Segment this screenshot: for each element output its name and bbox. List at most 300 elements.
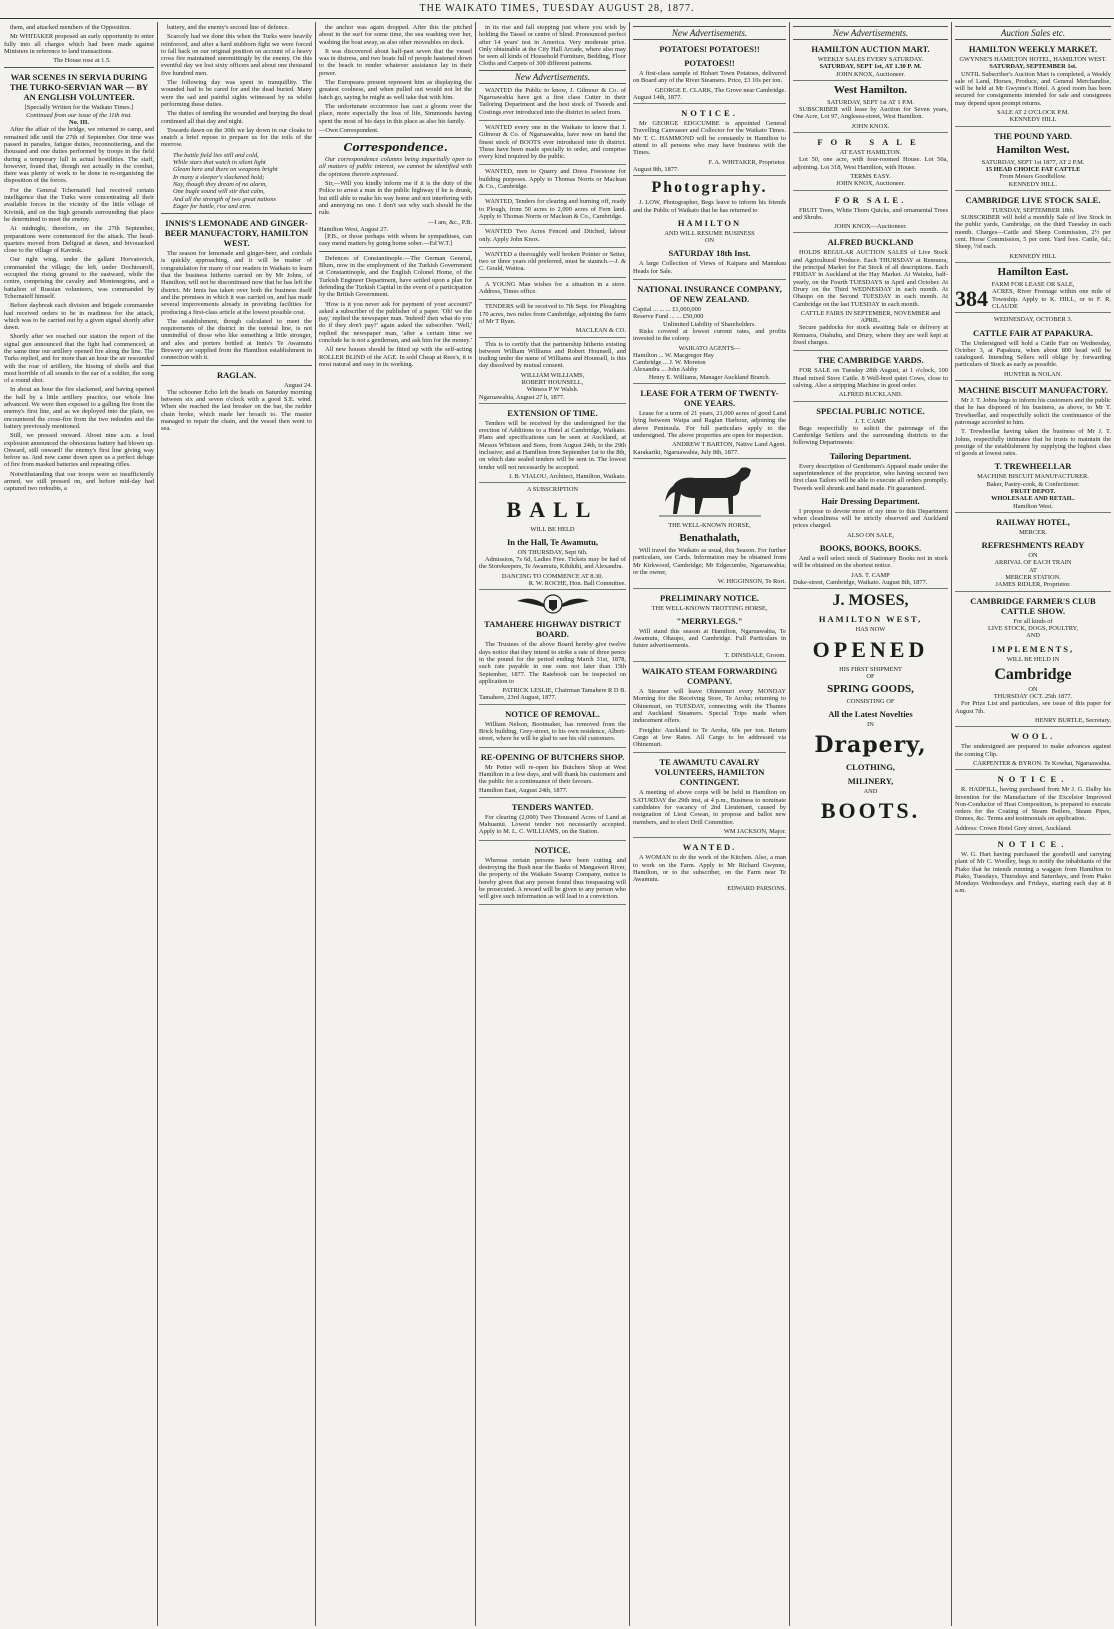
ad xyxy=(479,408,626,483)
ad-text: T. Trewheellar having taken the business of Mr J. T. Johns, respectfully intimates that he trusts to maintain the prestige of the establishment by supplying the highest class of goods at lowest rates. xyxy=(955,428,1111,458)
ad-text: Begs respectfully to solicit the patronage of the Cambridge Settlers and the surrounding districts to the following Departments: xyxy=(793,424,948,447)
ad-line: OF xyxy=(866,672,875,680)
article-text: Notwithstanding that our troops were so insufficiently armed, we still pressed on, and before mid-day had captured two redoubts, a xyxy=(4,470,154,493)
signature: GEORGE E. CLARK, The Grove near Cambridge. xyxy=(654,86,786,94)
article-text: After the affair of the bridge, we returned to camp, and remained idle until the 27th of September. Our time was passed in parades, fatigue duties, reconnoitering, and the thousand and one duties performed by troops in the field during a temporary lull in actual hostilities. The staff, however, found that, though not actually in the combat, there was plenty of work to be done in re-organising the disposition of the forces. xyxy=(4,126,154,185)
ad-line: ON xyxy=(704,237,715,245)
coat-of-arms-icon xyxy=(513,593,593,615)
ad-title: Photography. xyxy=(651,179,768,197)
ad-line: WEEKLY SALES EVERY SATURDAY. xyxy=(817,56,924,63)
section-header: New Advertisements. xyxy=(633,26,786,40)
column-6 xyxy=(793,24,948,1624)
article-title: RAGLAN. xyxy=(217,369,256,380)
signature: HENRY BURTLE, Secretary. xyxy=(1035,717,1111,725)
ad-text: Admission, 7s 6d, Ladies Free. Tickets may be had of the Storekeepers, Te Awamutu, Kihikihi, and Alexandra. xyxy=(479,556,626,571)
ad-line: From Messrs Goodfellow. xyxy=(999,173,1067,181)
ad-line: GWYNNE'S HAMILTON HOTEL, HAMILTON WEST. xyxy=(959,56,1107,63)
ad-line: SATURDAY, SEPT 1st, AT 1.30 P. M. xyxy=(819,63,922,71)
ad-text: And a well select stock of Stationary Books not in stock will be obtained on the shortest notice. xyxy=(793,555,948,570)
ad xyxy=(955,266,1111,313)
ad xyxy=(633,388,786,459)
ad-title: J. MOSES, xyxy=(832,592,909,610)
signature: JOHN KNOX—Auctioneer. xyxy=(834,223,907,231)
divider xyxy=(161,213,312,214)
ad xyxy=(793,44,948,81)
ad-title: HAMILTON AUCTION MART. xyxy=(811,44,930,54)
ad-title: NOTICE OF REMOVAL. xyxy=(505,708,600,719)
signature: CARPENTER & BYRON. Te Kowhai, Ngaruawahia. xyxy=(973,759,1111,767)
ad-text: A Steamer will leave Ohinemuri every MONDAY Morning for the Receiving Store, Te Aroha; returning to Ohinemuri, on TUESDAY, connecting with the Thames and Auckland Steamers. Special Trips made when inducement offers. xyxy=(633,688,786,725)
dateline: Duke-street, Cambridge, Waikato. August 8th, 1877. xyxy=(793,578,928,586)
ad-line: ALSO ON SALE, xyxy=(847,531,894,539)
article-text: The House rose at 1.5. xyxy=(53,57,111,65)
ad-subtitle: THE WELL-KNOWN TROTTING HORSE, xyxy=(651,604,768,612)
article-text: 'How is it you never ask for payment of your account?' asked a subscriber of the publisher of a paper. 'Oh! we the pay,' replied the newspaper man. 'Indeed! then what do you do if they don't pay?' again asked the subscriber. 'Well,' replied the newspaper man, 'after a certain time we conclude he is not a gentleman, and ask him for the money.' xyxy=(319,300,472,344)
ad-line: 15 HEAD CHOICE FAT CATTLE xyxy=(985,165,1081,173)
ad-line: AND xyxy=(1026,632,1040,640)
ad xyxy=(479,486,626,590)
signature: R. W. ROCHE, Hon. Ball Committee. xyxy=(528,580,626,588)
ad-subtitle: Hair Dressing Department. xyxy=(821,495,920,506)
ad-text: Secure paddocks for stock awaiting Sale or delivery at Remuera, Otahuhu, and Drury, where they are well kept at fixed charges. xyxy=(793,324,948,347)
ad-line: HAMILTON xyxy=(677,217,742,228)
ad-text: Mr Potter will re-open his Butchers Shop at West Hamilton in a few days, and will thank his customers and the public for a continuance of their favours. xyxy=(479,763,626,786)
poem-line: Eager for battle, rise and arm. xyxy=(173,202,252,210)
signature: WM JACKSON, Major. xyxy=(723,827,786,835)
dateline: August 8th, 1877. xyxy=(633,165,679,173)
ad-text: HOLDS REGULAR AUCTION SALES of Live Stock and Agricultural Produce. Each THURSDAY at Remuera, the principal Market for Fat Stock of all descriptions. Each FRIDAY in Auckland at the Hay Market. At Waiuku, half-yearly, on the Fourth TUESDAYS in April and October. At Drury on the Third WEDNESDAY in each month. At Ohaupo on the Second TUESDAY in each month. At Cambridge on the last TUESDAY in each month. xyxy=(793,249,948,308)
ad xyxy=(793,195,948,234)
signature: ALFRED BUCKLAND. xyxy=(838,391,903,399)
article-text: It was discovered about half-past seven that the vessel was in distress, and two boats full of people hastened down to the beach to render whatever assistance lay in their power. xyxy=(319,47,472,77)
ad xyxy=(955,385,1111,513)
ad xyxy=(955,596,1111,728)
ad-line: WAIKATO AGENTS— xyxy=(678,344,741,352)
poem-line: And all the strength of two great nations xyxy=(173,195,277,203)
ad-line: J. T. CAMP. xyxy=(854,417,887,425)
dateline: August 24. xyxy=(283,381,312,389)
ad-title: CAMBRIDGE FARMER'S CLUB CATTLE SHOW. xyxy=(970,595,1096,616)
ad-line: REFRESHMENTS READY xyxy=(981,540,1085,551)
ad-line: TUESDAY, SEPTEMBER 18th. xyxy=(991,206,1075,214)
ad-title: CAMBRIDGE LIVE STOCK SALE. xyxy=(965,194,1101,205)
article-text: The following day was spent in tranquillity. The wounded had to be cared for and the dead buried. Many were the sad and painful sights witnessed by us whilst performing these duties. xyxy=(161,79,312,108)
ad-title: NOTICE. xyxy=(997,839,1069,849)
ad-title: WAIKATO STEAM FORWARDING COMPANY. xyxy=(641,666,778,687)
dateline: Hamilton East, August 24th, 1877. xyxy=(479,787,568,795)
ad-title: NOTICE. xyxy=(997,774,1069,785)
ad-title: FOR SALE. xyxy=(834,194,907,205)
ad-text: A WOMAN to do the work of the Kitchen. Also, a man to work on the Farm. Apply to Mr Richard Gwynne, Hamilton, or to the subscriber, on the Farm near Te Awamutu. xyxy=(633,854,786,884)
ad-title: POTATOES! POTATOES!! xyxy=(659,44,760,54)
poem-line: Nay, though they dream of no alarm, xyxy=(173,180,267,188)
ad-text: WANTED a thoroughly well broken Pointer or Setter, two or three years old preferred, must be staunch.—J. & C. Gould, Waitoa. xyxy=(479,250,626,273)
ad-line: Unlimited Liability of Shareholders. xyxy=(662,320,756,328)
ad-line: Hamilton West. xyxy=(1013,502,1053,510)
ad-line: FARM FOR LEASE OR SALE, xyxy=(991,280,1075,288)
signature: ANDREW T BARTON, Native Land Agent. xyxy=(672,441,786,449)
ad-text: For Prize List and particulars, see issue of this paper for August 7th. xyxy=(955,700,1111,715)
ad-line: TERMS EASY. xyxy=(850,172,891,180)
ad-subtitle: Tailoring Department. xyxy=(829,450,912,461)
ad-title: TENDERS WANTED. xyxy=(511,801,594,812)
ad-text: WANTED, men to Quarry and Dress Freestone for building purposes. Apply to Thomas Norris or Maclean & Co., Cambridge. xyxy=(479,168,626,191)
ad-line: MILINERY, xyxy=(847,775,894,786)
ad-line: AND WILL RESUME BUSINESS xyxy=(664,229,755,237)
signature: JOHN KNOX, Auctioneer. xyxy=(836,180,905,188)
signature: F. A. WHITAKER, Proprietor. xyxy=(708,158,786,166)
ad-line: SALE AT 2 O'CLOCK P.M. xyxy=(996,109,1070,117)
signature: I. B. VIALOU, Architect, Hamilton, Waikato. xyxy=(509,472,626,480)
ad xyxy=(955,839,1111,895)
article-text: Defences of Constantinople.—The German General, Blum, now in the employment of the Turkish Government at Constantinople, and the English Colonel Home, of the Turkish Engineer Department, have settled upon a plan for defending the Turkish Capital in the event of a participation by the British Government. xyxy=(319,254,472,299)
ad-line: Baker, Pastry-cook, & Confectioner. xyxy=(986,480,1080,488)
article-text: them, and attacked members of the Opposition. xyxy=(10,24,132,31)
ad-line: WHOLESALE AND RETAIL. xyxy=(991,495,1075,503)
ad-text: WANTED, Tenders for clearing and burning off, ready to Plough, from 50 acres to 2,000 acres of Fern land. Apply to Thomas Norris or Maclean & Co., Cambridge. xyxy=(479,198,626,220)
ad-text: Will travel the Waikato as usual, this Season. For further particulars, see Cards. Information may be obtained from Mr Kirkwood, Cambridge; Mr Edgecumbe, Ngaruawahia; or the owner, xyxy=(633,547,786,576)
ad-line: Reserve Fund ... ... £50,000 xyxy=(633,313,704,321)
ad-line: HIS FIRST SHIPMENT xyxy=(839,665,902,673)
ad-text: ACRES, River Frontage within one mile of Township. Apply to K. HILL, or to F. R. CLAUDE xyxy=(992,288,1111,310)
dateline: Ngaruawahia, August 27 h, 1877. xyxy=(479,393,565,401)
ad-text: UNTIL Subscriber's Auction Mart is completed, a Weekly sale of Land, Horses, Produce, and General Merchandise, will be held at Mr Gwynne's Hotel. A good room has been secured for consignments intended for sale and consignees may depend upon prompt returns. xyxy=(955,70,1111,107)
ad-line: FRUIT DEPOT. xyxy=(1010,487,1056,495)
ad-title: FOR SALE xyxy=(817,137,924,148)
divider xyxy=(161,365,312,366)
ad xyxy=(793,355,948,401)
divider xyxy=(319,251,472,252)
ad-line: IMPLEMENTS, xyxy=(991,643,1075,654)
ad-line: CATTLE FAIRS IN SEPTEMBER, NOVEMBER and APRIL. xyxy=(800,309,941,325)
ad-title: CATTLE FAIR AT PAPAKURA. xyxy=(973,327,1093,338)
ad-line xyxy=(955,288,1111,310)
ad-text: WANTED the Public to know, J. Gilmour & Co. of Ngaruawahia have got a first class Cutter in their Tailoring Department and the best stock of Tweeds and Costings ever introduced into the district to select from. xyxy=(479,86,626,116)
ad-line: ON xyxy=(1028,552,1038,560)
ad-title: WOOL. xyxy=(1010,731,1056,742)
ad-title: NOTICE. xyxy=(534,844,571,855)
ad-title: POTATOES!! xyxy=(684,58,735,68)
ad-line: BOOTS. xyxy=(820,798,921,824)
article-text: the anchor was again dropped. After this the pitched about in the surf for some time, the sea washing over her, washing the boat away, as also other moveables on deck. xyxy=(319,24,472,46)
ad-line: AND xyxy=(863,787,878,795)
witness: Witness P W Walsh. xyxy=(526,386,579,394)
ad-text: W. G. Hart having purchased the goodwill and carrying plant of Mr C. Woolley, begs to notify the inhabitants of the Piako that he intends running a waggon from Hamilton to Piako, Tuesdays, Thursdays and Saturdays, and from Piako Mondays Wednesdays and Fridays, starting each day at 8 a.m. xyxy=(955,851,1111,895)
poem-line: One bugle sound will stir that calm, xyxy=(173,188,265,196)
ad xyxy=(479,845,626,906)
article-text: Mr WHITAKER proposed an early opportunity to enter fully into all charges which had been made against Ministers in reference to land transactions. xyxy=(4,33,154,55)
ad-text: TENDERS will be received to 7th Sept. for Ploughing 170 acres, two miles from Cambridge, adjoining the farm of Mr T Ryan. xyxy=(479,303,626,325)
ad-line: ON xyxy=(1028,685,1038,693)
editorial-note: [P.B., or those perhaps with whom he sympathises, can easy mend matters by going home sober.—Ed W.T.] xyxy=(319,233,472,248)
ad-text: Tenders will be received by the undersigned for the erection of Additions to a Hotel at Cambridge, Waikato. Plans and specifications can be seen at Auckland, at Messrs Whitson and Sons, from August 24th, to the 29th inclusive; and at Hamilton from September 1st to the 8th, on which date sealed tenders will be sent in. The lowest tender will not necessarily be accepted. xyxy=(479,419,626,471)
ad-text: Every description of Gentlemen's Apparel made under the superintendence of the proprietor, who having secured two first class Tailors will be able to execute all orders promptly. Tweeds well shrunk and hand made. Fit guaranteed. xyxy=(793,462,948,492)
signature: WILLIAM WILLIAMS, xyxy=(520,371,585,379)
poem-line: While stars that watch in silent light xyxy=(173,159,266,167)
signature: JAS. T. CAMP xyxy=(851,571,890,579)
ad-line: IN xyxy=(867,721,874,729)
ad xyxy=(955,517,1111,592)
signature: MACLEAN & CO. xyxy=(575,327,626,335)
signature: T. DINSDALE, Groom. xyxy=(724,651,786,659)
ad xyxy=(479,87,626,121)
ad-text: FOR SALE on Tuesday 28th August, at 1 o'clock, 100 Head mixed Store Cattle. 8 Well-bred quiet Cows, close to calving. Also a stripping Machine in good order. xyxy=(793,367,948,389)
ad-title: West Hamilton. xyxy=(833,83,908,96)
poem-line: The battle field lies still and cold, xyxy=(173,151,259,159)
ad-text: Lot 50, one acre, with four-roomed House. Lot 50a, adjoining. Lot 318, West Hamilton, with House. xyxy=(793,156,948,171)
ad-text: The Undersigned will hold a Cattle Fair on Wednesday, October 3, at Papakura, when about 800 head will be catalogued. Intending Sellers will oblige by forwarding particulars of Stock as early as possible. xyxy=(955,339,1111,369)
ad-text: SUBSCRIBER will hold a monthly Sale of live Stock in the public yards, Cambridge, on the third Tuesday in each month. Charges—Cattle and Sheep Commission, 2½ per cent. Horse Commission, 5 per cent. Yard fees. Cattle, 6d.; Sheep, ½d each. xyxy=(955,214,1111,251)
ad-text: Will stand this season at Hamilton, Ngaruawahia, Te Awamutu, Ohaupo, and Cambridge. Full Particulars in future advertisements. xyxy=(633,627,786,650)
article-text: Still, we pressed onward. About nine a.m. a loud explosion announced the obnoxious battery had blown up. Onward, still onward! the enemy's first line giving way before us. And now came down upon us a perfect deluge of fire from masked batteries and repeating rifles. xyxy=(4,432,154,469)
column-7 xyxy=(955,24,1111,1624)
ad-line: ON THURSDAY, Sept 6th. xyxy=(517,548,588,556)
ad-title: NATIONAL INSURANCE COMPANY, OF NEW ZEALAND. xyxy=(637,284,782,305)
column-5 xyxy=(633,24,786,1624)
ad-text: For clearing (2,000) Two Thousand Acres of Land at Mahuanui. Lowest tender not necessarily accepted. Apply to M. L. C. WILLIAMS, on the Station. xyxy=(479,813,626,836)
signature: PATRICK LESLIE, Chairman Tamahere R D B. xyxy=(502,687,626,695)
ad-subtitle: THE WELL-KNOWN HORSE, xyxy=(668,521,751,529)
ad xyxy=(633,108,786,176)
ad xyxy=(793,406,948,590)
article-number: No. III. xyxy=(68,119,90,127)
ad-title: RAILWAY HOTEL, xyxy=(996,516,1070,527)
ad-text: Lease for a term of 21 years, 21,000 acres of good Land lying between Waipa and Raglan Harbour, adjoining the above Peninsula. For full particulars apply to the undersigned. The above properties are open for inspection. xyxy=(633,410,786,439)
ad-title: TAMAHERE HIGHWAY DISTRICT BOARD. xyxy=(484,619,621,640)
ad-title: HAMILTON WEEKLY MARKET. xyxy=(968,44,1098,54)
signature: —Own Correspondent. xyxy=(319,126,379,134)
ad-line: In the Hall, Te Awamutu, xyxy=(506,536,598,547)
ad xyxy=(479,168,626,195)
ad-text: Mr GEORGE EDGCUMBE is appointed General Travelling Canvasser and Collector for the Waikato Times. Mr T. C. HAMMOND will be constantly in Hamilton to attend to all persons who may have business with the Times. xyxy=(633,120,786,157)
ad-text: J. LOW, Photographer, Begs leave to inform his friends and the Public of Waikato that he has returned to xyxy=(633,199,786,214)
article-text: In about an hour the fire slackened, and having opened the ball by a little artillery practice, our whole line advanced. We were then exposed to a galling fire from the enemy's first line, and as we deployed into the plain, we encountered the cross-fire from the two redoubts and the battery previously mentioned. xyxy=(4,386,154,430)
editorial-note: Our correspondence columns being impartially open to all matters of public interest, we cannot be identified with the opinions therein expressed. xyxy=(319,156,472,178)
ad-title: TE AWAMUTU CAVALRY VOLUNTEERS, HAMILTON CONTINGENT. xyxy=(654,757,765,788)
ad xyxy=(479,251,626,278)
ad-line: Cambridge xyxy=(994,665,1072,683)
ad-line: THURSDAY OCT. 25th 1877. xyxy=(993,693,1073,701)
signature: JOHN KNOX. xyxy=(851,122,890,130)
ad-text: This is to certify that the partnership hitherto existing between William Williams and Robert Hounsell, and trading under the name of Williams and Hounsell, is this day dissolved by mutual consent. xyxy=(479,340,626,370)
signature: EDWARD PARSONS. xyxy=(727,885,786,893)
column-rule xyxy=(629,22,630,1626)
ad-line: HAMILTON WEST, xyxy=(818,614,923,625)
ad xyxy=(955,131,1111,191)
ad-line: MERCER STATION. xyxy=(1005,574,1061,582)
ad xyxy=(633,284,786,384)
acreage-number: 384 xyxy=(955,286,988,312)
ad-text: Risks covered at lowest current rates, and profits invested in the colony. xyxy=(633,327,786,343)
column-rule xyxy=(475,22,476,1626)
signature: JAMES RIDLER, Proprietor. xyxy=(995,581,1071,589)
ad-line: LIVE STOCK, DOGS, POULTRY, xyxy=(987,624,1079,632)
ad xyxy=(633,842,786,892)
ad-title: PRELIMINARY NOTICE. xyxy=(659,592,760,603)
ad-line: SATURDAY, SEPT 1st AT 1 P.M. xyxy=(827,98,914,106)
ad xyxy=(793,237,948,351)
ad-text: FRUIT Trees, White Thorn Quicks, and ornamental Trees and Shrubs. xyxy=(793,206,948,221)
signature: —I am, &c., P.B. xyxy=(427,218,472,226)
ad-line: SATURDAY, SEPTEMBER 1st. xyxy=(989,63,1077,71)
divider xyxy=(319,137,472,138)
ad-line: AT EAST HAMILTON. xyxy=(839,149,902,157)
ad-text: The undersigned are prepared to make advances against the coming Clip. xyxy=(955,743,1111,758)
ad-subtitle: Hamilton West. xyxy=(996,143,1070,156)
poem xyxy=(161,152,312,210)
ad xyxy=(479,709,626,748)
ad-title: Benathalath, xyxy=(679,532,740,545)
ad-title: THE POUND YARD. xyxy=(993,130,1072,141)
column-2 xyxy=(161,24,312,1624)
ad-line: OPENED xyxy=(812,636,929,662)
ad-line: SATURDAY, SEPT 1st 1877, AT 2 P.M. xyxy=(981,158,1085,166)
ad xyxy=(955,731,1111,770)
ad-text: R. HADFILL, having purchased from Mr J. G. Dalby his Invention for the Manufacture of the Excelsior Improved Non-Conductor of Heat Composition, is prepared to execute orders for the Coating of Steam Boilers, Steam Pipes, Domes, &c. Terms and testimonials on application. xyxy=(955,786,1111,823)
ad xyxy=(479,281,626,301)
ad-text: SUBSCRIBER will lease by Auction for Seven years, One Acre, Lot 97, Anglesea-street, West Hamilton. xyxy=(793,106,948,121)
agent-line: Alexandra ... John Ashby xyxy=(633,366,698,374)
ad xyxy=(793,592,948,824)
signature: KENNEDY HILL xyxy=(1009,252,1057,260)
ad-title: T. TREWHEELLAR xyxy=(994,461,1072,472)
ad xyxy=(479,341,626,404)
ad xyxy=(479,124,626,165)
horse-icon xyxy=(655,462,765,520)
ad xyxy=(793,84,948,133)
ad-title: BALL xyxy=(506,496,599,522)
ad-text: A large Collection of Views of Kaipara and Manukau Heads for Sale. xyxy=(633,260,786,275)
ad xyxy=(479,303,626,337)
ad xyxy=(479,593,626,704)
article-text: For the General Tchernaieff had received certain intelligence that the Turks were concentrating all their available forces in the vicinity of the little village of Kivinik, and on the high grounds surrounding that place he determined to meet the enemy. xyxy=(4,186,154,223)
article-text: The unfortunate occurrence has cast a gloom over the place, more especially the loss of life, Simmonds having spent the most of his days in this place as also his family. xyxy=(319,102,472,125)
ad xyxy=(633,593,786,662)
signature: KENNEDY HILL xyxy=(1009,116,1057,124)
ad-line: AT xyxy=(1029,566,1037,574)
ad xyxy=(479,228,626,248)
ad-title: SPECIAL PUBLIC NOTICE. xyxy=(816,405,925,416)
masthead: THE WAIKATO TIMES, TUESDAY AUGUST 28, 1877. xyxy=(0,0,1114,19)
ad-line: SATURDAY 18th Inst. xyxy=(668,248,751,259)
ad-text: Mr J. T. Johns begs to inform his customers and the public that he has disposed of his business, as above, to Mr T. Trewheellar, and respectfully solicit the continuance of the patronage accorded to him. xyxy=(955,397,1111,426)
ad-text: The Trustees of the above Board hereby give twelve days notice that they intend to strike a rate of three pence in the pound for the period ending March 31st, 1878, such rate payable in one sum not later than 15th September, 1877. The Ratebook can be inspected on application to xyxy=(479,641,626,685)
ad-text: A YOUNG Man wishes for a situation in a store. Address, Times office. xyxy=(479,280,626,296)
ad-title: EXTENSION OF TIME. xyxy=(507,407,598,418)
article-text: The duties of tending the wounded and burying the dead continued all that day and night. xyxy=(161,110,312,125)
ad xyxy=(955,316,1111,381)
signature: JOHN KNOX, Auctioneer. xyxy=(836,70,905,78)
ad-line: MACHINE BISCUIT MANUFACTURER. xyxy=(977,473,1089,481)
ad xyxy=(479,198,626,225)
ad-subtitle: BOOKS, BOOKS, BOOKS. xyxy=(819,543,922,554)
dateline: Tamahere, 23rd August, 1877. xyxy=(479,694,557,702)
article-text: Before daybreak each division and brigade commander had received orders to be in readiness for the attack, which was to be carried out by a given signal shortly after dawn. xyxy=(4,302,154,332)
ad-text: Freights: Auckland to Te Aroha, 60s per ton. Return Cargo at low Rates. All Cargo to be addressed via Ohinemuri. xyxy=(633,726,786,749)
dateline: Karakariki, Ngaruawahia, July 8th, 1877. xyxy=(633,448,739,456)
ad-line: HAS NOW xyxy=(855,626,886,634)
article-text: The Europeans present represent him as displaying the greatest coolness, and when pulled out would not let the hatch go, saying he might as well take that with him. xyxy=(319,79,472,101)
ad-line: CONSISTING OF xyxy=(846,698,895,706)
ad-text: in its rise and fall stopping just where you wish by holding the Tassel or centre of blind. Pronounced perfect after 14 years' test in America. Very moderate price. Only obtainable at the City Hall Arcade, where also may be seen all kinds of Household Furniture, Bedding, Floor Cloths and Carpets of 300 different patterns. xyxy=(479,24,626,68)
ad xyxy=(955,774,1111,835)
ad-line: WILL BE HELD IN xyxy=(1006,655,1060,663)
continued-note: Continued from our issue of the 11th inst. xyxy=(26,111,132,119)
ad xyxy=(633,666,786,753)
ad-text: I propose to devote more of my time to this Department when cleanliness will be strictly observed and Auckland prices charged. xyxy=(793,507,948,530)
ad xyxy=(633,44,786,104)
article-text: Our right wing, under the gallant Horvatovich, commanded the village; the left, under Dochtouroff, occupied the rising ground to the eastward, while the centre, comprising the cavalry and Montenegrins, and a battalion of Russian volunteers, was commanded by Tchernaieff himself. xyxy=(4,256,154,300)
article-text: The schooner Echo left the heads on Saturday morning between six and seven o'clock with a good S.E. wind. When she reached the last breaker on the bar, the rudder chain broke, which made her broach to. The master managed to repair the chain, and the vessel then went to sea. xyxy=(161,388,312,433)
ad xyxy=(633,179,786,280)
column-rule xyxy=(157,22,158,1626)
ad-line: WILL BE HELD xyxy=(530,525,575,533)
ad-text: William Nelson, Bootmaker, has removed from the Brick building, Grey-street, to his own residence, Albert-street, where he will be glad to see his old customers. xyxy=(479,720,626,743)
ad-line: SPRING GOODS, xyxy=(827,683,914,696)
agent-line: Cambridge ... J. W. Moreton xyxy=(633,359,706,367)
article-text: The season for lemonade and ginger-beer, and cordials is quickly approaching, and it will be matter of congratulation for many of our readers in Waikato to learn that the business hitherto carried on by Mr Johns, of Hamilton, will not be discontinued now that he has left the district. Mr Innis has taken over both the business itself and the premises in which it was carried on, and has made several improvements already in providing facilities for producing a first-class article at the lowest possible cost. xyxy=(161,250,312,316)
ad-line: ARRIVAL OF EACH TRAIN xyxy=(994,559,1072,567)
column-rule xyxy=(789,22,790,1626)
ad xyxy=(633,462,786,589)
signature: KENNEDY HILL. xyxy=(1008,180,1058,188)
column-rule xyxy=(315,22,316,1626)
column-rule xyxy=(951,22,952,1626)
ad-title: THE CAMBRIDGE YARDS. xyxy=(817,355,924,366)
column-4 xyxy=(479,24,626,1624)
article-text: Towards dawn on the 30th we lay down in our cloaks to snatch a brief repose to prepare us for the toils of the morrow. xyxy=(161,126,312,149)
ad-line: Capital ... ... ... £1,000,000 xyxy=(633,306,701,314)
ad-line: Address: Crown Hotel Grey street, Auckland. xyxy=(955,824,1072,832)
ad-text: A first-class sample of Hobart Town Potatoes, delivered on Board any of the River Steamers. Price, £3 10s per ton. xyxy=(633,70,786,85)
article-title: WAR SCENES IN SERVIA DURING THE TURKO-SERVIAN WAR — BY AN ENGLISH VOLUNTEER. xyxy=(9,72,149,103)
byline: [Specially Written for the Waikato Times.] xyxy=(24,104,134,112)
poem-line: Gleam here and there on weapons bright xyxy=(173,166,278,174)
ad-text: A meeting of above corps will be held in Hamilton on SATURDAY the 29th inst, at 4 p.m., Business to nominate candidates for vacancy of 2nd Lieutenant, caused by resignation of Lieut Cowan, to propose and ballot new members, and to elect Drill Committee. xyxy=(633,789,786,826)
ad-title: NOTICE. xyxy=(681,108,738,119)
ad-title: "MERRYLEGS." xyxy=(676,615,743,626)
article-text: At midnight, therefore, on the 27th September, preparations were commenced for the attack. The head-quarters moved from Deligrad at dawn, and bivouacked close to the village of Kavinik. xyxy=(4,225,154,255)
letter-text: Sir,—Will you kindly inform me if it is the duty of the Police to arrest a man in the public highway if he is drunk, but still able to make his way home and not interfering with and annoying no one. I don't see why such should be the rule. xyxy=(319,180,472,217)
ad-title: ALFRED BUCKLAND xyxy=(827,237,914,248)
article-title: INNIS'S LEMONADE AND GINGER-BEER MANUFACTORY, HAMILTON WEST. xyxy=(164,218,309,249)
dateline: August 14th, 1877. xyxy=(633,93,682,101)
ad xyxy=(955,195,1111,263)
ad-title: LEASE FOR A TERM OF TWENTY-ONE YEARS. xyxy=(640,388,779,409)
ad-line: DANCING TO COMMENCE AT 8.30. xyxy=(501,572,604,580)
ad-text: WANTED Two Acres Fenced and Ditched, labour only. Apply John Knox. xyxy=(479,228,626,243)
signature: ROBERT HOUNSELL, xyxy=(521,378,584,386)
agent-line: Hamilton ... W. Macgregor Hay xyxy=(633,351,714,359)
ad-text: WANTED every one in the Waikato to know that J. Gilmour & Co. of Ngaruawahia, have now on hand the finest stock of BOOTS ever introduced into th district. These have been made specially to order, and comprise every kind required by the public. xyxy=(479,123,626,161)
article-text: Shortly after we reached our station the report of the signal gun announced that the fight had commenced; at the same time our artillery opened fire along the line. The Turks replied, and for more than an hour the air resounded with the roar of artillery, the hissing of shells and that most horrible of all sounds to the ear of a soldier, the song of a round shot. xyxy=(4,333,154,385)
ad-title: WANTED. xyxy=(682,842,737,853)
ad xyxy=(955,44,1111,127)
article-text: battery, and the enemy's second line of defence. xyxy=(167,24,289,31)
article-text: All new houses should be fitted up with the self-acting ROLLER BLIND of the AGE. In sold Cheap at Rees's, it is most natural and easy in its working. xyxy=(319,346,472,368)
column-1 xyxy=(4,24,154,1624)
ad-line: MERCER. xyxy=(1019,528,1047,536)
poem-line: In many a sleeper's slackened hold; xyxy=(173,173,265,181)
ad-line: WEDNESDAY, OCTOBER 3. xyxy=(993,316,1073,324)
section-header: New Advertisements. xyxy=(479,70,626,84)
ad xyxy=(793,137,948,190)
ad-line: CLOTHING, xyxy=(846,761,895,772)
ad-title: RE-OPENING OF BUTCHERS SHOP. xyxy=(480,751,625,762)
ad xyxy=(479,752,626,798)
article-text: The establishment, though calculated to meet the requirements of the district in the teetotal line, is not unmindful of those who like something a little stronger, and ales and porters bottled at Innis's Te Awamutu Brewery are supplied from the Hamilton establishment in connection with it. xyxy=(161,317,312,362)
section-title: Correspondence. xyxy=(343,141,448,155)
